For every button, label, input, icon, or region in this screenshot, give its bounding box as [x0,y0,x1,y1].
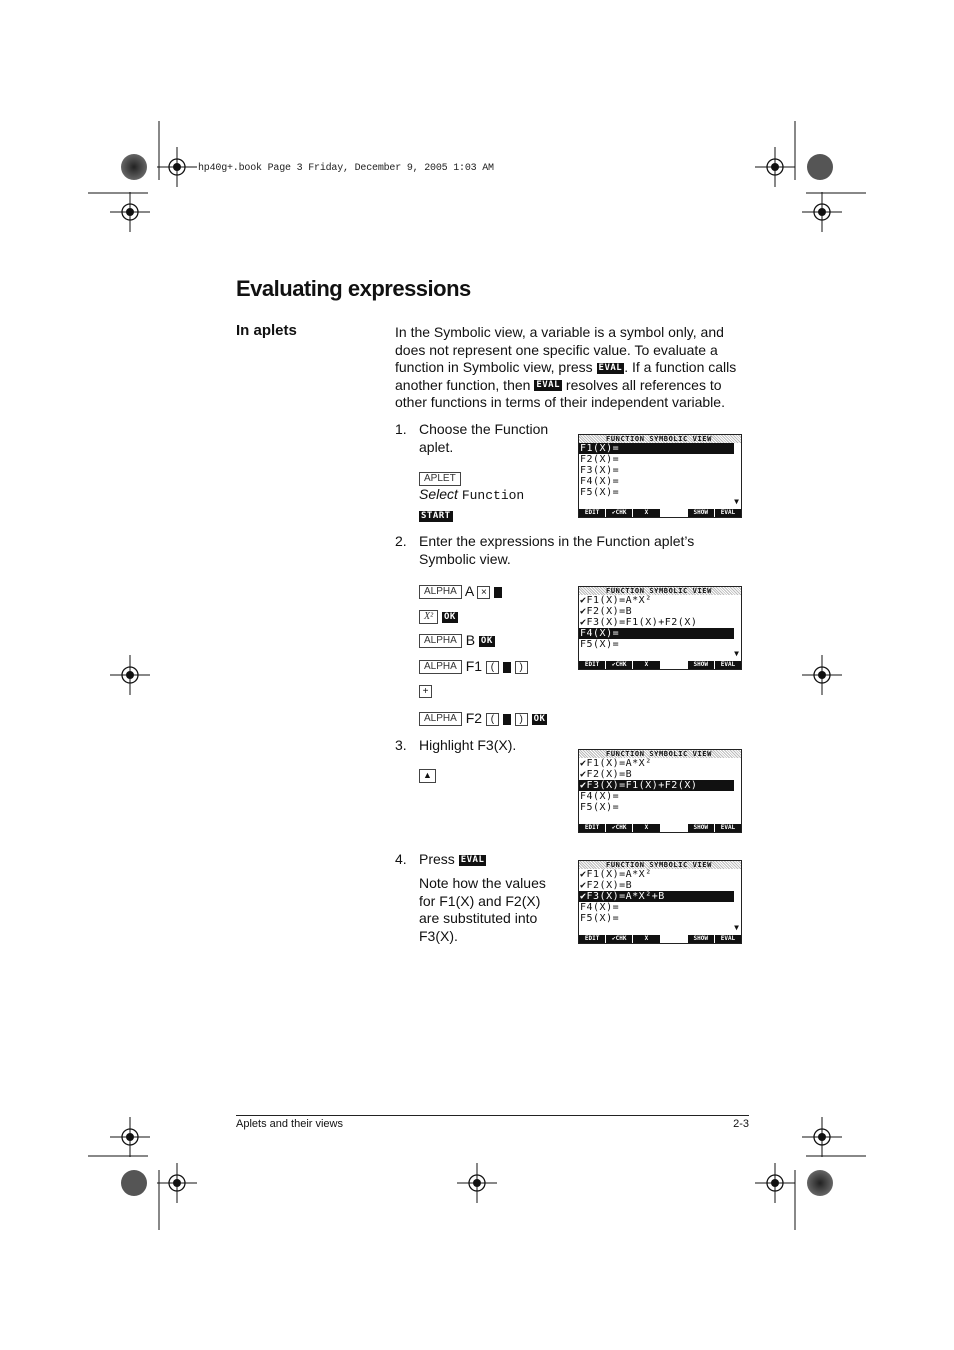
keys-row-5 [419,682,432,698]
calc-screen-3 [578,749,742,833]
screen-title: FUNCTION SYMBOLIC VIEW [579,435,741,443]
screen-menu [579,935,741,943]
menu-blank [661,935,687,943]
screen-line: ✔F2(X)=B [580,606,633,617]
screen-menu [579,661,741,669]
step-3-text: Highlight F3(X). [419,737,517,753]
screen-line: F2(X)= [580,454,620,465]
square-key: X² [419,610,438,624]
footer-left: Aplets and their views [236,1118,343,1130]
aplet-key-row [419,470,461,486]
menu-eval: EVAL [715,935,741,943]
step-1-text: Choose the Function aplet. [419,421,549,455]
screen-menu [579,509,741,517]
right-paren-key: ) [515,713,528,726]
screen-line: ✔F3(X)=A*X²+B [579,891,734,902]
menu-edit: EDIT [579,661,605,669]
step-1-number: 1. [395,421,407,437]
ok-softkey: OK [480,635,493,646]
keys-row-2 [419,608,458,624]
menu-x: X [633,935,659,943]
step-3-number: 3. [395,737,407,753]
letter-b: B [465,632,476,648]
menu-blank [661,509,687,517]
screen-line: F4(X)= [579,628,734,639]
calc-screen-1 [578,434,742,518]
step-2-number: 2. [395,533,407,549]
screen-line: F5(X)= [580,487,620,498]
screen-line: ✔F1(X)=A*X² [580,758,652,769]
intro-paragraph [395,324,750,412]
select-row [419,486,524,503]
aplet-key: APLET [419,472,461,486]
keys-row-1 [419,583,502,599]
footer-rule [236,1115,749,1116]
alpha-key: ALPHA [419,634,462,648]
ok-softkey: OK [444,611,456,622]
up-key-row [419,767,436,783]
menu-x: X [633,509,659,517]
menu-eval: EVAL [715,824,741,832]
start-row [419,507,453,523]
press-text: Press [419,851,455,867]
alpha-key: ALPHA [419,585,462,599]
keys-row-3 [419,632,495,648]
screen-title: FUNCTION SYMBOLIC VIEW [579,861,741,869]
select-value: Function [461,488,525,503]
menu-show: SHOW [688,935,714,943]
x-variable-key-icon [503,662,511,673]
scroll-down-icon: ▼ [734,497,739,506]
ok-softkey: OK [533,713,546,724]
screen-line: F4(X)= [580,476,620,487]
menu-edit: EDIT [579,824,605,832]
f1-text: F1 [465,658,483,674]
menu-chk: ✔CHK [606,935,632,943]
left-paren-key: ( [486,661,499,674]
eval-softkey: EVAL [460,854,485,865]
screen-line: ✔F1(X)=A*X² [580,595,652,606]
menu-show: SHOW [688,824,714,832]
menu-show: SHOW [688,661,714,669]
screen-line: ✔F1(X)=A*X² [580,869,652,880]
multiply-key: × [477,586,490,599]
plus-key: + [419,685,432,698]
step-4-number: 4. [395,851,407,867]
start-softkey: START [421,510,451,521]
calc-screen-2 [578,586,742,670]
eval-softkey: EVAL [598,362,623,373]
screen-line: F5(X)= [580,913,620,924]
menu-chk: ✔CHK [606,661,632,669]
intro-text-2: . If a function calls another function, then [395,359,737,393]
keys-row-6 [419,710,547,726]
menu-eval: EVAL [715,509,741,517]
page-number: 2-3 [733,1118,749,1130]
screen-line: ✔F2(X)=B [580,769,633,780]
f2-text: F2 [465,710,483,726]
scroll-down-icon: ▼ [734,649,739,658]
calc-screen-4 [578,860,742,944]
x-variable-key-icon [494,587,502,598]
menu-edit: EDIT [579,935,605,943]
screen-title: FUNCTION SYMBOLIC VIEW [579,750,741,758]
up-arrow-key: ▲ [419,769,436,783]
step-4-note: Note how the values for F1(X) and F2(X) are substituted into F3(X). [419,875,546,944]
step-2-text: Enter the expressions in the Function aplet’s Symbolic view. [419,533,695,567]
menu-chk: ✔CHK [606,509,632,517]
step-4-press [419,851,486,869]
left-paren-key: ( [486,713,499,726]
intro-text-1: In the Symbolic view, a variable is a symbol only, and does not represent one specific value. To evaluate a function in Symbolic view, press [395,324,724,375]
right-paren-key: ) [515,661,528,674]
section-label: In aplets [236,322,297,339]
eval-softkey: EVAL [536,380,561,391]
menu-x: X [633,824,659,832]
screen-line: F4(X)= [580,902,620,913]
screen-line: F5(X)= [580,639,620,650]
screen-menu [579,824,741,832]
screen-line: F3(X)= [580,465,620,476]
letter-a: A [464,583,474,599]
screen-line: ✔F3(X)=F1(X)+F2(X) [579,780,734,791]
screen-line: ✔F3(X)=F1(X)+F2(X) [580,617,698,628]
screen-title: FUNCTION SYMBOLIC VIEW [579,587,741,595]
intro-text-3: resolves all references to other functions in terms of their independent variable. [395,376,725,410]
screen-line: F5(X)= [580,802,620,813]
page-title: Evaluating expressions [236,276,471,301]
screen-line: F1(X)= [579,443,734,454]
screen-line: ✔F2(X)=B [580,880,633,891]
scroll-down-icon: ▼ [734,923,739,932]
select-label: Select [419,486,458,502]
menu-show: SHOW [688,509,714,517]
menu-edit: EDIT [579,509,605,517]
print-header: hp40g+.book Page 3 Friday, December 9, 2005 1:03 AM [198,163,494,174]
menu-x: X [633,661,659,669]
menu-blank [661,824,687,832]
x-variable-key-icon [503,714,511,725]
menu-eval: EVAL [715,661,741,669]
screen-line: F4(X)= [580,791,620,802]
menu-blank [661,661,687,669]
alpha-key: ALPHA [419,712,462,726]
keys-row-4 [419,658,528,674]
menu-chk: ✔CHK [606,824,632,832]
alpha-key: ALPHA [419,660,462,674]
